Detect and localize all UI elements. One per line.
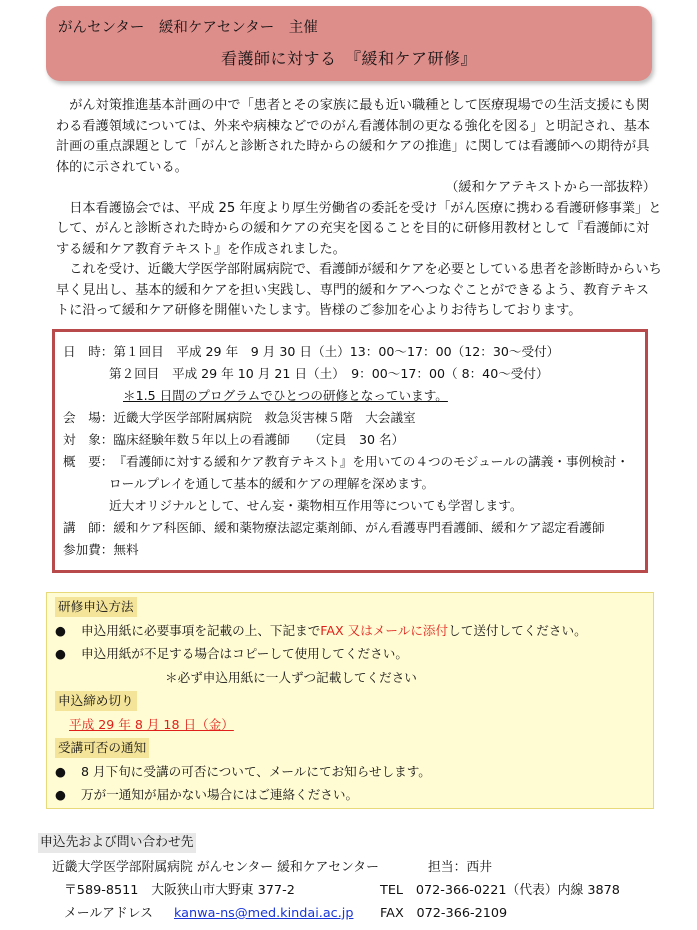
summary-line-2: ロールプレイを通して基本的緩和ケアの理解を深めます。: [109, 476, 435, 491]
target-row: [63, 429, 645, 451]
bullet-icon: ●: [55, 622, 66, 638]
organizer-text: がんセンター 緩和ケアセンター 主催: [58, 20, 318, 36]
date-row-2: [63, 363, 645, 385]
summary-row-2: [63, 473, 645, 495]
contact-tel: TEL 072-366-0221（代表）内線 3878: [380, 883, 620, 898]
target-label: 対 象：: [63, 432, 114, 447]
method-bullet-1: ● 申込用紙に必要事項を記載の上、下記までFAX 又はメールに添付して送付してください。: [55, 619, 645, 643]
fax-email-emphasis: FAX 又はメールに添付: [320, 622, 449, 638]
notice-heading: 受講可否の通知: [55, 738, 149, 758]
intro-paragraph-2: 日本看護協会では、平成 25 年度より厚生労働省の委託を受け「がん医療に携わる看護研修事業」として、がんと診断された時からの緩和ケアの充実を図ることを目的に研修用教材として『看護師に対する緩和ケア教育テキスト』を作成されました。: [56, 200, 662, 257]
contact-fax: FAX 072-366-2109: [380, 906, 508, 921]
intro-section: [56, 96, 662, 322]
date-note: ＊1.5 日間のプログラムでひとつの研修となっています。: [123, 388, 448, 403]
details-box: [52, 329, 648, 573]
date-note-row: [63, 385, 645, 407]
contact-person: 担当：西井: [428, 860, 492, 875]
contact-email-row: [38, 902, 678, 925]
notice-bullet-1: ● 8 月下旬に受講の可否について、メールにてお知らせします。: [55, 760, 645, 784]
lecturer-value: 緩和ケア科医師、緩和薬物療法認定薬剤師、がん看護専門看護師、緩和ケア認定看護師: [113, 520, 605, 535]
contact-org-row: [38, 856, 678, 879]
summary-label: 概 要：: [63, 454, 114, 469]
email-label: メールアドレス: [64, 906, 153, 921]
intro-paragraph-3: これを受け、近畿大学医学部附属病院で、看護師が緩和ケアを必要としている患者を診断時からいち早く見出し、基本的緩和ケアを担い実践し、専門的緩和ケアへつなぐことができるよう、教育テキストに沿って緩和ケア研修を開催いたします。皆様のご参加を心よりお待ちしております。: [56, 262, 662, 318]
page-title: 看護師に対する 『緩和ケア研修』: [220, 49, 477, 68]
method-bullet-2: ● 申込用紙が不足する場合はコピーして使用してください。: [55, 642, 645, 666]
method-heading: 研修申込方法: [55, 597, 137, 617]
summary-line-3: 近大オリジナルとして、せん妄・薬物相互作用等についても学習します。: [109, 498, 523, 513]
contact-section: [38, 833, 678, 925]
intro-citation: （緩和ケアテキストから一部抜粋）: [445, 180, 656, 195]
summary-row: [63, 451, 645, 473]
fee-label: 参加費：: [63, 542, 114, 557]
deadline-heading: 申込締め切り: [55, 691, 137, 711]
bullet-icon: ●: [55, 787, 66, 802]
target-value: 臨床経験年数５年以上の看護師 （定員 30 名）: [113, 432, 405, 447]
contact-heading: 申込先および問い合わせ先: [38, 833, 196, 853]
summary-row-3: [63, 495, 645, 517]
contact-address-row: [38, 879, 678, 902]
deadline-date: 平成 29 年 8 月 18 日（金）: [69, 716, 234, 732]
date-label: 日 時：: [63, 344, 114, 359]
bullet-icon: ●: [55, 646, 66, 661]
fee-value: 無料: [113, 542, 139, 557]
contact-address: 〒589-8511 大阪狭山市大野東 377-2: [64, 883, 295, 898]
bullet-icon: ●: [55, 763, 66, 779]
intro-paragraph-1: がん対策推進基本計画の中で「患者とその家族に最も近い職種として医療現場での生活支援にも関わる看護領域については、外来や病棟などでのがん看護体制の更なる強化を図る」と明記され、基本計画の重点課題として「がんと診断された時からの緩和ケアの推進」に関しては看護師への期待が具体的に示されている。: [56, 98, 650, 175]
summary-line-1: 『看護師に対する緩和ケア教育テキスト』を用いての４つのモジュールの講義・事例検討・: [113, 454, 629, 469]
header-banner: [46, 6, 652, 81]
method-note: ＊必ず申込用紙に一人ずつ記載してください: [165, 669, 417, 685]
venue-label: 会 場：: [63, 410, 114, 425]
lecturer-row: [63, 517, 645, 539]
application-box: [46, 592, 654, 809]
date-second-session: 第２回目 平成 29 年 10 月 21 日（土） 9：00〜17：00（ 8：40〜受付）: [109, 366, 549, 381]
contact-org: 近畿大学医学部附属病院 がんセンター 緩和ケアセンター: [52, 860, 379, 875]
notice-bullet-2: ● 万が一通知が届かない場合にはご連絡ください。: [55, 783, 645, 807]
lecturer-label: 講 師：: [63, 520, 114, 535]
date-first-session: 第１回目 平成 29 年 9 月 30 日（土）13：00〜17：00（12：30〜受付）: [113, 344, 560, 359]
date-row-1: [63, 341, 645, 363]
venue-value: 近畿大学医学部附属病院 救急災害棟５階 大会議室: [113, 410, 416, 425]
email-link[interactable]: kanwa-ns@med.kindai.ac.jp: [174, 906, 354, 921]
fee-row: [63, 539, 645, 561]
venue-row: [63, 407, 645, 429]
